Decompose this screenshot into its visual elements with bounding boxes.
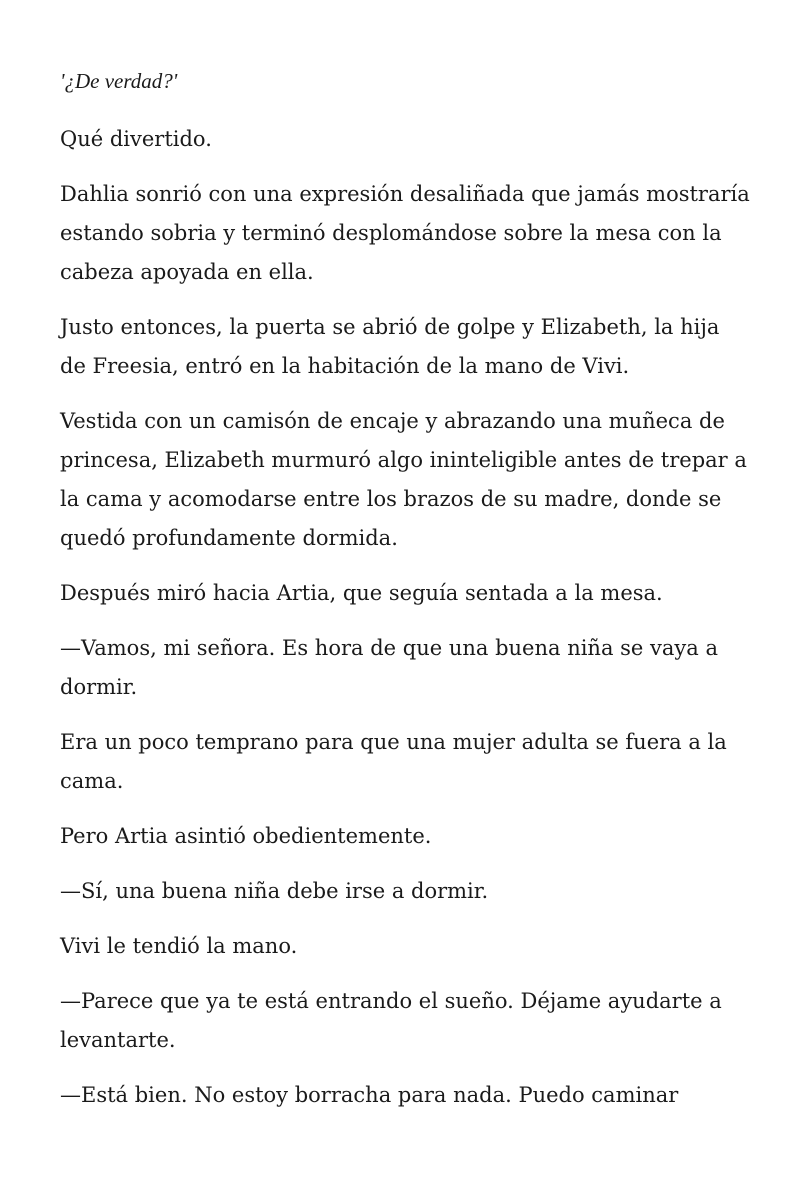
paragraph-12: —Está bien. No estoy borracha para nada. Puedo caminar <box>60 1083 679 1107</box>
paragraph-10: Vivi le tendió la mano. <box>60 934 298 958</box>
paragraph-11: —Parece que ya te está entrando el sueño. Déjame ayudarte a levantarte. <box>60 989 722 1052</box>
paragraph-5: Después miró hacia Artia, que seguía sentada a la mesa. <box>60 581 663 605</box>
paragraph-4: Vestida con un camisón de encaje y abrazando una muñeca de princesa, Elizabeth murmuró algo ininteligible antes de trepar a la cama y acomodarse entre los brazos de su madre, donde se quedó profundamente dormida. <box>60 409 747 550</box>
paragraph-9: —Sí, una buena niña debe irse a dormir. <box>60 879 489 903</box>
paragraph-1: Qué divertido. <box>60 127 212 151</box>
paragraph-6: —Vamos, mi señora. Es hora de que una buena niña se vaya a dormir. <box>60 636 718 699</box>
paragraph-2: Dahlia sonrió con una expresión desaliñada que jamás mostraría estando sobria y terminó desplomándose sobre la mesa con la cabeza apoyada en ella. <box>60 182 750 284</box>
paragraph-8: Pero Artia asintió obedientemente. <box>60 824 432 848</box>
paragraph-3: Justo entonces, la puerta se abrió de golpe y Elizabeth, la hija de Freesia, entró en la habitación de la mano de Vivi. <box>60 315 720 378</box>
paragraph-7: Era un poco temprano para que una mujer adulta se fuera a la cama. <box>60 730 727 793</box>
opening-quote: '¿De verdad?' <box>60 69 178 93</box>
page-body <box>60 66 750 1131</box>
